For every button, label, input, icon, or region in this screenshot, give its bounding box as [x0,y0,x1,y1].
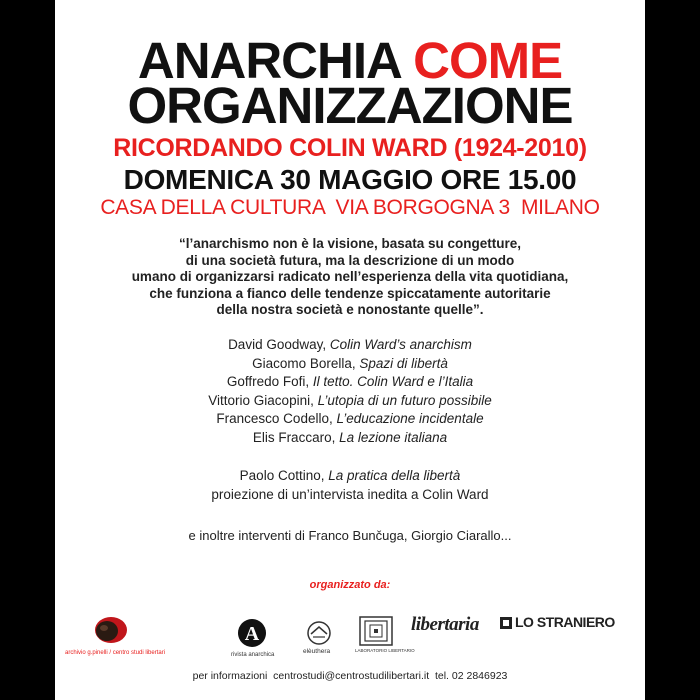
pinelli-mark-icon [77,616,147,648]
rivista-caption: rivista anarchica [231,652,275,658]
date-line: DOMENICA 30 MAGGIO ORE 15.00 [123,164,577,195]
straniero-mark-icon [499,615,513,631]
speaker-item: Giacomo Borella, Spazi di libertà [252,355,448,371]
eleuthera-caption: elèuthera [303,648,331,655]
quote-block [55,236,645,319]
circle-a-icon [237,618,267,648]
svg-text:A: A [244,623,260,645]
speaker-item: David Goodway, Colin Ward’s anarchism [228,337,472,352]
quote-line: della nostra società e nonostante quelle”. [216,302,484,317]
labyrinth-icon [359,616,393,646]
logo-rivista-anarchica [227,618,277,660]
quote-line: di una società futura, ma la descrizione di un modo [185,252,515,268]
title-line-2: ORGANIZZAZIONE [127,77,573,134]
quote-line: “l’anarchismo non è la visione, basata su congetture, [178,236,522,251]
logo-lo-straniero [499,614,615,636]
speaker-item: Vittorio Giacopini, L’utopia di un futuro possibile [208,392,492,408]
logo-pinelli [65,616,166,658]
organized-by-label: organizzato da: [309,579,391,591]
cottino-note: proiezione di un’intervista inedita a Colin Ward [211,486,489,502]
straniero-text: LO STRANIERO [515,614,615,630]
speakers-list [55,336,645,447]
laboratorio-caption: LABORATORIO LIBERTARIO [355,648,415,653]
venue-line: CASA DELLA CULTURA VIA BORGOGNA 3 MILANO [100,196,600,219]
cottino-block [55,467,645,504]
cottino-speaker: Paolo Cottino, La pratica della libertà [239,468,461,483]
logo-libertaria: libertaria [411,614,479,635]
pinelli-caption: archivio g.pinelli / centro studi libertari [65,650,166,656]
logo-laboratorio [351,616,415,660]
subtitle: RICORDANDO COLIN WARD (1924-2010) [113,134,587,162]
poster [55,0,645,700]
title-word-come: COME [413,32,563,89]
speaker-item: Francesco Codello, L’educazione incidentale [216,411,484,426]
title-word-anarchia: ANARCHIA [137,32,400,89]
contact-info: per informazioni centrostudi@centrostudilibertari.it tel. 02 2846923 [192,670,508,682]
speaker-item: Goffredo Fofi, Il tetto. Colin Ward e l’Italia [226,374,474,389]
also-speakers: e inoltre interventi di Franco Bunčuga, Giorgio Ciarallo... [188,528,512,543]
quote-line: che funziona a fianco delle tendenze spiccatamente autoritarie [149,285,551,301]
logo-eleuthera [293,620,343,662]
eleuthera-mark-icon [301,620,337,646]
quote-line: umano di organizzarsi radicato nell’esperienza della vita quotidiana, [131,269,569,284]
speaker-item: Elis Fraccaro, La lezione italiana [252,429,448,445]
